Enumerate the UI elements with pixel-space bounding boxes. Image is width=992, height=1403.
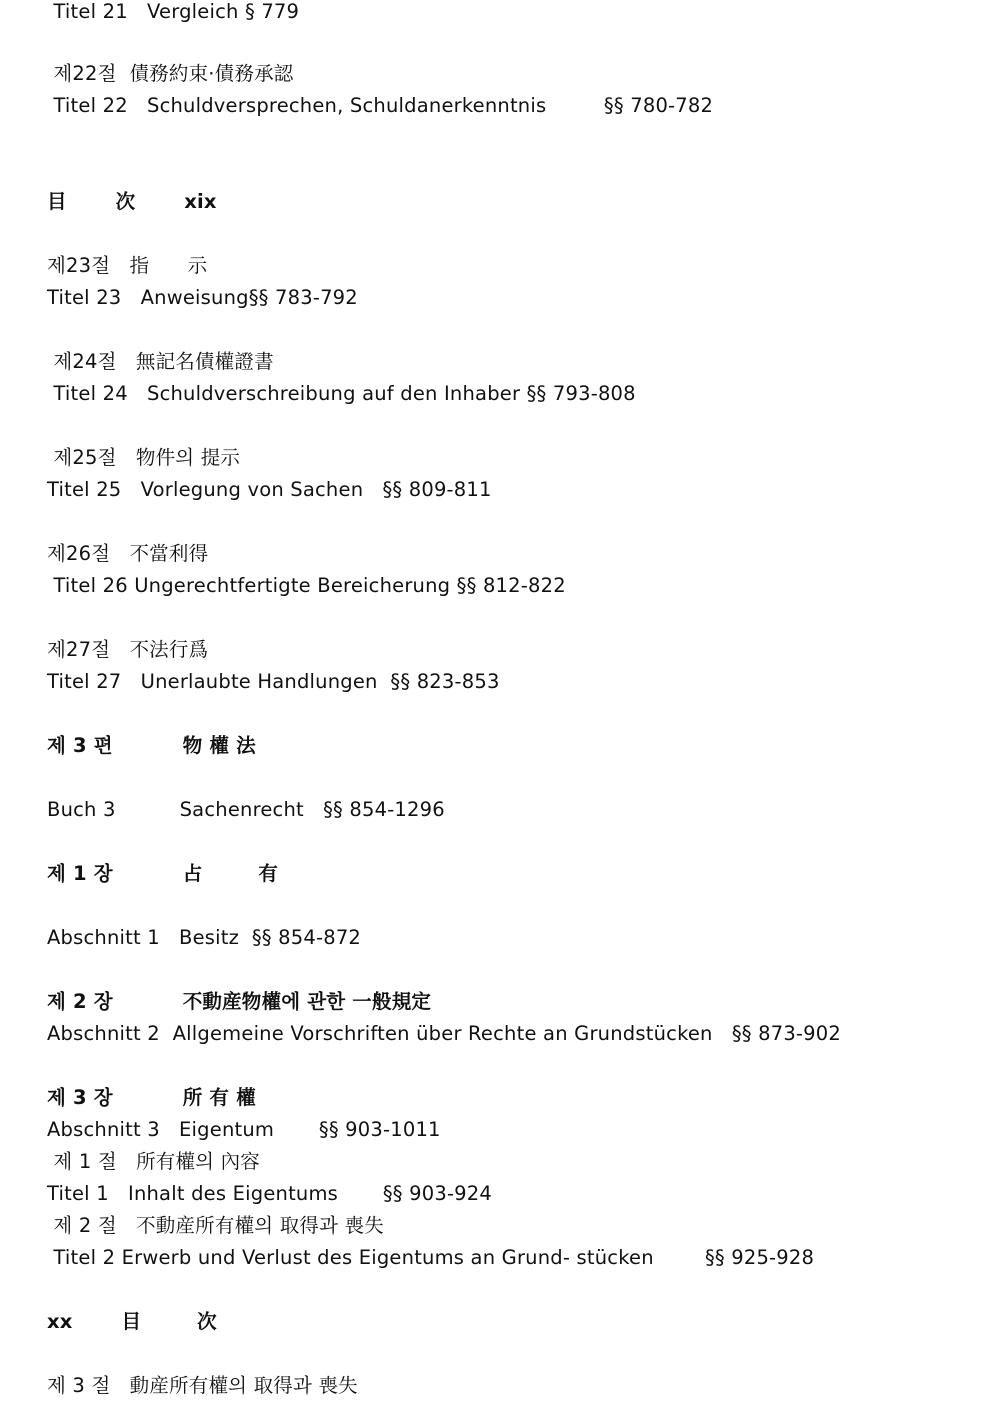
toc-line: 제23절 指 示 — [47, 254, 208, 277]
toc-line: Titel 21 Vergleich § 779 — [47, 0, 300, 23]
chapter-heading: 제 1 장 占 有 — [47, 862, 279, 885]
toc-line: Titel 22 Schuldversprechen, Schuldanerkenntnis §§ 780-782 — [47, 94, 714, 117]
page-heading: xx 目 次 — [47, 1310, 217, 1333]
page-heading: 目 次 xix — [47, 190, 217, 213]
toc-line: 제 1 절 所有權의 內容 — [47, 1150, 261, 1173]
toc-line: 제25절 物件의 提示 — [47, 446, 241, 469]
toc-line: 제27절 不法行爲 — [47, 638, 209, 661]
toc-line: 제26절 不當利得 — [47, 542, 209, 565]
toc-line: Titel 24 Schuldverschreibung auf den Inhaber §§ 793-808 — [47, 382, 636, 405]
toc-line: 제22절 債務約束·債務承認 — [47, 62, 294, 85]
toc-line: 제 2 절 不動産所有權의 取得과 喪失 — [47, 1214, 384, 1237]
toc-line: Abschnitt 1 Besitz §§ 854-872 — [47, 926, 362, 949]
toc-line: Titel 1 Inhalt des Eigentums §§ 903-924 — [47, 1182, 492, 1205]
toc-line: 제24절 無記名債權證書 — [47, 350, 274, 373]
toc-line: Abschnitt 2 Allgemeine Vorschriften über Rechte an Grundstücken §§ 873-902 — [47, 1022, 841, 1045]
chapter-heading: 제 2 장 不動産物權에 관한 一般規定 — [47, 990, 432, 1013]
toc-line: 제 3 절 動産所有權의 取得과 喪失 — [47, 1374, 358, 1397]
chapter-heading: 제 3 장 所 有 權 — [47, 1086, 256, 1109]
toc-line: Titel 2 Erwerb und Verlust des Eigentums an Grund- stücken §§ 925-928 — [47, 1246, 815, 1269]
toc-line: Titel 26 Ungerechtfertigte Bereicherung §§ 812-822 — [47, 574, 566, 597]
toc-line: Titel 27 Unerlaubte Handlungen §§ 823-853 — [47, 670, 500, 693]
toc-line: Titel 25 Vorlegung von Sachen §§ 809-811 — [47, 478, 492, 501]
toc-line: Titel 23 Anweisung§§ 783-792 — [47, 286, 358, 309]
toc-line: Abschnitt 3 Eigentum §§ 903-1011 — [47, 1118, 441, 1141]
book-heading: 제 3 편 物 權 法 — [47, 734, 256, 757]
toc-line: Buch 3 Sachenrecht §§ 854-1296 — [47, 798, 445, 821]
